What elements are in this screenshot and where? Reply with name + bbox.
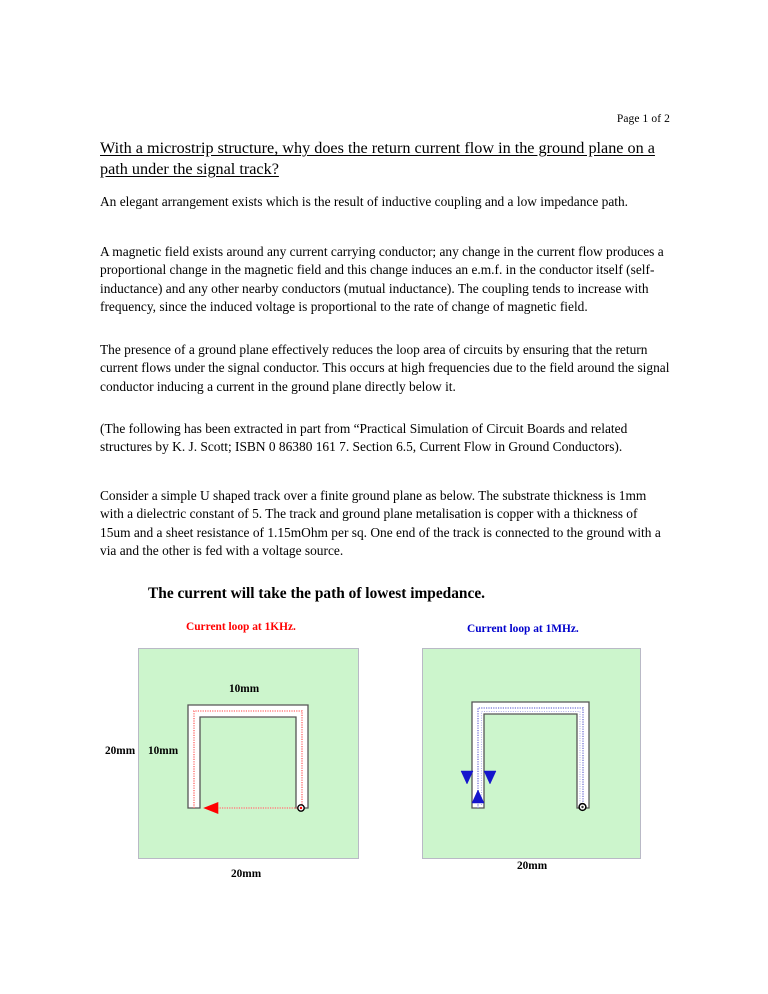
paragraph-2: A magnetic field exists around any current carrying conductor; any change in the current flow produces a proportional change in the magnetic field and this change induces an e.m.f. in the conductor itself (self-inductance) and any other nearby conductors (mutual inductance). The coupling tends to increase with frequency, since the induced voltage is proportional to the rate of change of magnetic field.	[100, 244, 664, 315]
page-indicator: Page 1 of 2	[616, 113, 670, 125]
dimension-label-plane-height-left: 20mm	[105, 745, 136, 757]
dimension-label-track-width-left: 10mm	[229, 683, 260, 695]
figure-1mhz-graphic	[410, 645, 660, 895]
u-track-right	[472, 702, 589, 808]
figure-caption-1mhz: Current loop at 1MHz.	[467, 623, 579, 635]
dimension-label-plane-width-left: 20mm	[231, 868, 262, 880]
paragraph-1: An elegant arrangement exists which is the result of inductive coupling and a low impedance path.	[100, 194, 629, 209]
paragraph-3: The presence of a ground plane effectively reduces the loop area of circuits by ensuring that the return current flows under the signal conductor. This occurs at high frequencies due to the field around the signal conductor inducing a current in the ground plane directly below it.	[100, 342, 670, 394]
current-direction-arrow-down-outer-right	[461, 771, 473, 784]
dimension-label-plane-width-right: 20mm	[517, 860, 548, 872]
figure-1khz	[100, 645, 380, 895]
return-path-under-track-right	[482, 712, 581, 806]
via-center-left	[300, 807, 302, 809]
page-title: With a microstrip structure, why does the return current flow in the ground plane on a path under the signal track?	[100, 139, 655, 178]
current-direction-arrow-down-inner-right	[484, 771, 496, 784]
figure-1mhz	[410, 645, 660, 895]
figure-caption-1khz: Current loop at 1KHz.	[186, 621, 296, 633]
paragraph-5: Consider a simple U shaped track over a finite ground plane as below. The substrate thickness is 1mm with a dielectric constant of 5. The track and ground plane metalisation is copper with a thickness of 15um and a sheet resistance of 1.15mOhm per sq. One end of the track is connected to the ground with a via and the other is fed with a voltage source.	[100, 488, 661, 559]
current-path-track-left	[194, 711, 302, 808]
emphasis-statement: The current will take the path of lowest impedance.	[148, 585, 486, 602]
current-path-track-right	[478, 708, 583, 808]
current-direction-arrow-left	[204, 803, 218, 814]
dimension-label-track-height-left: 10mm	[148, 745, 179, 757]
paragraph-4: (The following has been extracted in part from “Practical Simulation of Circuit Boards and related structures by K. J. Scott; ISBN 0 86380 161 7. Section 6.5, Current Flow in Ground Conductors).	[100, 421, 628, 455]
via-center-right	[581, 806, 583, 808]
u-track-left	[188, 705, 308, 808]
